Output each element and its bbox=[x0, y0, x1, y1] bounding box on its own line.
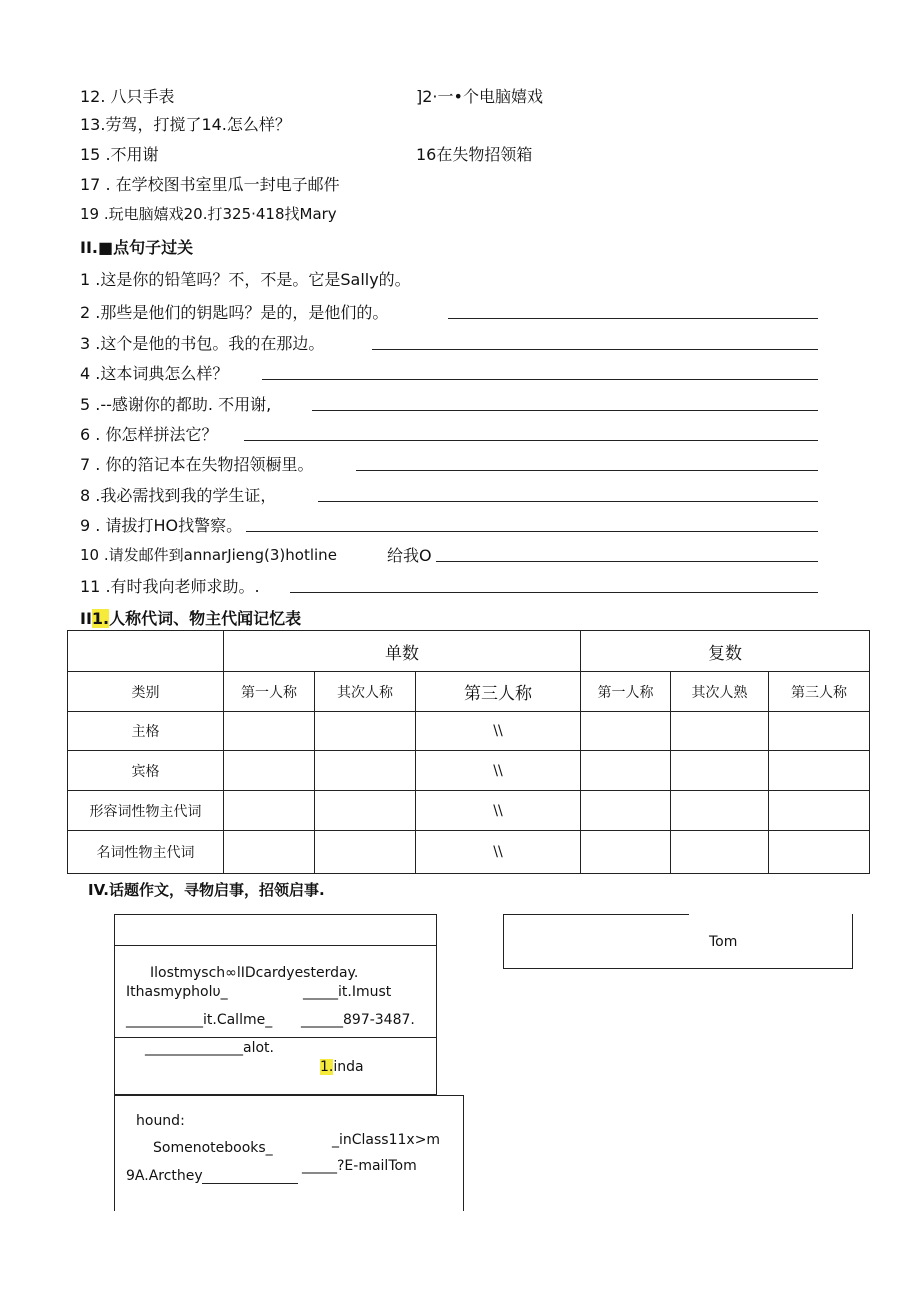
col-third-singular: 第三人称 bbox=[416, 672, 581, 712]
phrase-15: 15 .不用谢 bbox=[80, 145, 159, 164]
lost-signature-rest: inda bbox=[333, 1059, 364, 1075]
lost-line-4: ______________alot. bbox=[145, 1040, 274, 1056]
table-cell[interactable] bbox=[769, 712, 870, 751]
sentence-4: 4 .这本词典怎么样？ bbox=[80, 364, 229, 383]
found-line-1: hound: bbox=[136, 1113, 185, 1129]
phrase-13: 13.劳驾，打搅了14.怎么样？ bbox=[80, 115, 291, 134]
col-second-singular: 其次人称 bbox=[315, 672, 416, 712]
lost-signature-highlight: 1. bbox=[320, 1059, 334, 1075]
sentence-2: 2 .那些是他们的钥匙吗？是的，是他们的。 bbox=[80, 303, 389, 322]
table-cell-third: \\ bbox=[416, 791, 581, 831]
phrase-19: 19 .玩电脑嬉戏20.打325·418找Mary bbox=[80, 205, 337, 223]
lost-signature bbox=[320, 1059, 364, 1075]
section2-title: II.■点句子过关 bbox=[80, 238, 194, 257]
sentence-8: 8 .我必需找到我的学生证， bbox=[80, 486, 277, 505]
table-cell[interactable] bbox=[581, 791, 671, 831]
sentence-3: 3 .这个是他的书包。我的在那边。 bbox=[80, 334, 325, 353]
right-notice-name: Tom bbox=[709, 934, 738, 950]
answer-line-8[interactable] bbox=[318, 501, 818, 502]
table-cell-third: \\ bbox=[416, 712, 581, 751]
section3-title-highlight: 1. bbox=[91, 609, 110, 628]
header-singular: 单数 bbox=[224, 631, 581, 672]
section3-title bbox=[80, 606, 301, 629]
found-answer-line[interactable] bbox=[202, 1183, 298, 1184]
sentence-1: 1 .这是你的铅笔吗？不，不是。它是Sally的。 bbox=[80, 270, 411, 289]
col-third-plural: 第三人称 bbox=[769, 672, 870, 712]
sentence-11: 11 .有时我向老师求助。. bbox=[80, 577, 260, 596]
answer-line-4[interactable] bbox=[262, 379, 818, 380]
answer-line-9[interactable] bbox=[246, 531, 818, 532]
answer-line-3[interactable] bbox=[372, 349, 818, 350]
phrase-12: 12. 八只手表 bbox=[80, 87, 175, 106]
col-second-plural: 其次人熟 bbox=[671, 672, 769, 712]
col-first-singular: 第一人称 bbox=[224, 672, 315, 712]
table-cell[interactable] bbox=[315, 791, 416, 831]
found-line-2a: Somenotebooks_ bbox=[153, 1140, 273, 1156]
answer-line-2[interactable] bbox=[448, 318, 818, 319]
sentence-6: 6 . 你怎样拼法它？ bbox=[80, 425, 218, 444]
table-cell[interactable] bbox=[671, 751, 769, 791]
section3-title-prefix: II bbox=[80, 609, 92, 628]
table-cell[interactable] bbox=[581, 751, 671, 791]
lost-line-3a: ___________it.Callme_ bbox=[126, 1012, 273, 1028]
table-cell[interactable] bbox=[315, 831, 416, 874]
table-cell[interactable] bbox=[769, 791, 870, 831]
lost-notice-header bbox=[114, 914, 437, 946]
section3-title-rest: 人称代词、物主代闻记忆表 bbox=[109, 609, 302, 628]
sentence-10: 10 .请发邮件到annarJieng(3)hotline bbox=[80, 546, 337, 564]
answer-line-11[interactable] bbox=[290, 592, 818, 593]
table-cell[interactable] bbox=[671, 831, 769, 874]
table-cell-third: \\ bbox=[416, 751, 581, 791]
found-line-2b: _inClass11x>m bbox=[332, 1132, 441, 1148]
lost-line-3b: ______897-3487. bbox=[301, 1012, 415, 1028]
header-empty bbox=[68, 631, 224, 672]
table-cell[interactable] bbox=[224, 831, 315, 874]
lost-line-2a: Ithasmypholυ_ bbox=[126, 984, 228, 1000]
row-label-objective: 宾格 bbox=[68, 751, 224, 791]
col-first-plural: 第一人称 bbox=[581, 672, 671, 712]
table-cell[interactable] bbox=[224, 751, 315, 791]
answer-line-6[interactable] bbox=[244, 440, 818, 441]
pronoun-table bbox=[67, 630, 870, 874]
answer-line-7[interactable] bbox=[356, 470, 818, 471]
table-cell[interactable] bbox=[315, 712, 416, 751]
answer-line-10[interactable] bbox=[436, 561, 818, 562]
table-cell[interactable] bbox=[224, 712, 315, 751]
found-line-3a: 9A.Arcthey bbox=[126, 1168, 203, 1184]
table-cell[interactable] bbox=[671, 791, 769, 831]
sentence-7: 7 . 你的箔记本在失物招领橱里。 bbox=[80, 455, 314, 474]
row-label-subjective: 主格 bbox=[68, 712, 224, 751]
header-plural: 复数 bbox=[581, 631, 870, 672]
found-line-3b: _____?E-mailTom bbox=[302, 1158, 417, 1174]
table-cell[interactable] bbox=[315, 751, 416, 791]
table-cell[interactable] bbox=[581, 831, 671, 874]
phrase-12b: ]2·一•个电脑嬉戏 bbox=[416, 87, 543, 106]
table-cell[interactable] bbox=[224, 791, 315, 831]
answer-line-5[interactable] bbox=[312, 410, 818, 411]
right-notice-box bbox=[503, 914, 853, 969]
sentence-5: 5 .--感谢你的都助. 不用谢, bbox=[80, 395, 272, 414]
table-cell[interactable] bbox=[769, 751, 870, 791]
table-cell[interactable] bbox=[671, 712, 769, 751]
sentence-9: 9 . 请拔打HO找警察。 bbox=[80, 516, 243, 535]
phrase-17: 17 . 在学校图书室里瓜一封电子邮件 bbox=[80, 175, 340, 194]
table-cell-third: \\ bbox=[416, 831, 581, 874]
lost-line-1: Ilostmysch∞lIDcardyesterday. bbox=[150, 965, 359, 981]
lost-line-2b: _____it.Imust bbox=[303, 984, 392, 1000]
table-cell[interactable] bbox=[769, 831, 870, 874]
table-cell[interactable] bbox=[581, 712, 671, 751]
sentence-10-tail: 给我O bbox=[387, 546, 432, 565]
header-category: 类别 bbox=[68, 672, 224, 712]
section4-title: IV.话题作文，寻物启事，招领启事. bbox=[88, 881, 325, 899]
row-label-noun-possessive: 名词性物主代词 bbox=[68, 831, 224, 874]
phrase-16: 16在失物招领箱 bbox=[416, 145, 533, 164]
row-label-adjective-possessive: 形容词性物主代词 bbox=[68, 791, 224, 831]
